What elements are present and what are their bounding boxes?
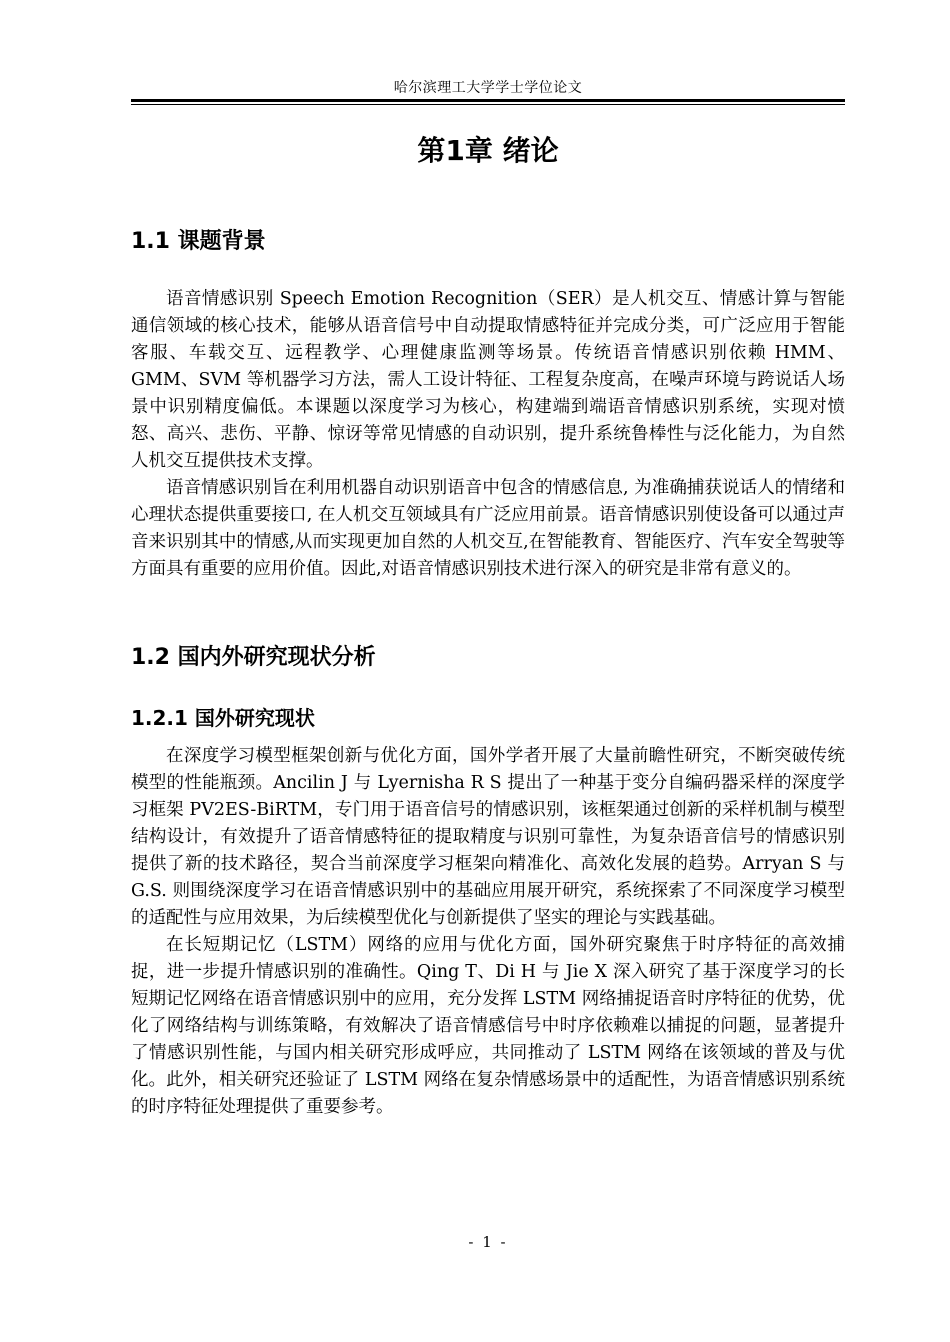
chapter-title: 第1章 绪论 [417,134,559,167]
page-number: - 1 - [468,1233,508,1251]
section-1-2-1-body [131,743,845,1121]
paragraph: 在深度学习模型框架创新与优化方面，国外学者开展了大量前瞻性研究，不断突破传统模型的性能瓶颈。Ancilin J 与 Lyernisha R S 提出了一种基于变分自编码器采样的深度学习框架 PV2ES-BiRTM，专门用于语音信号的情感识别，该框架通过创新的采样机制与模型结构设计，有效提升了语音情感特征的提取精度与识别可靠性，为复杂语音信号的情感识别提供了新的技术路径，契合当前深度学习框架向精准化、高效化发展的趋势。Arryan S 与 G.S. 则围绕深度学习在语音情感识别中的基础应用展开研究，系统探索了不同深度学习模型的适配性与应用效果，为后续模型优化与创新提供了坚实的理论与实践基础。 [131,746,845,928]
section-1-1-body [131,286,845,583]
section-heading-1-2-1: 1.2.1 国外研究现状 [131,706,315,730]
section-heading-1-1: 1.1 课题背景 [131,229,266,254]
paragraph: 语音情感识别 Speech Emotion Recognition（SER）是人机交互、情感计算与智能通信领域的核心技术，能够从语音信号中自动提取情感特征并完成分类，可广泛应用于智能客服、车载交互、远程教学、心理健康监测等场景。传统语音情感识别依赖 HMM、GMM、SVM 等机器学习方法，需人工设计特征、工程复杂度高，在噪声环境与跨说话人场景中识别精度偏低。本课题以深度学习为核心，构建端到端语音情感识别系统，实现对愤怒、高兴、悲伤、平静、惊讶等常见情感的自动识别，提升系统鲁棒性与泛化能力，为自然人机交互提供技术支撑。 [131,289,845,471]
paragraph: 语音情感识别旨在利用机器自动识别语音中包含的情感信息, 为准确捕获说话人的情绪和心理状态提供重要接口, 在人机交互领域具有广泛应用前景。语音情感识别使设备可以通过声音来识别其中的情感,从而实现更加自然的人机交互,在智能教育、智能医疗、汽车安全驾驶等方面具有重要的应用价值。因此,对语音情感识别技术进行深入的研究是非常有意义的。 [131,478,845,579]
section-heading-1-2: 1.2 国内外研究现状分析 [131,645,376,670]
header-rule-thin [131,104,845,105]
running-header: 哈尔滨理工大学学士学位论文 [393,80,583,96]
paragraph: 在长短期记忆（LSTM）网络的应用与优化方面，国外研究聚焦于时序特征的高效捕捉，进一步提升情感识别的准确性。Qing T、Di H 与 Jie X 深入研究了基于深度学习的长短期记忆网络在语音情感识别中的应用，充分发挥 LSTM 网络捕捉语音时序特征的优势，优化了网络结构与训练策略，有效解决了语音情感信号中时序依赖难以捕捉的问题，显著提升了情感识别性能，与国内相关研究形成呼应，共同推动了 LSTM 网络在该领域的普及与优化。此外，相关研究还验证了 LSTM 网络在复杂情感场景中的适配性，为语音情感识别系统的时序特征处理提供了重要参考。 [131,935,845,1117]
header-rule-thick [131,99,845,102]
